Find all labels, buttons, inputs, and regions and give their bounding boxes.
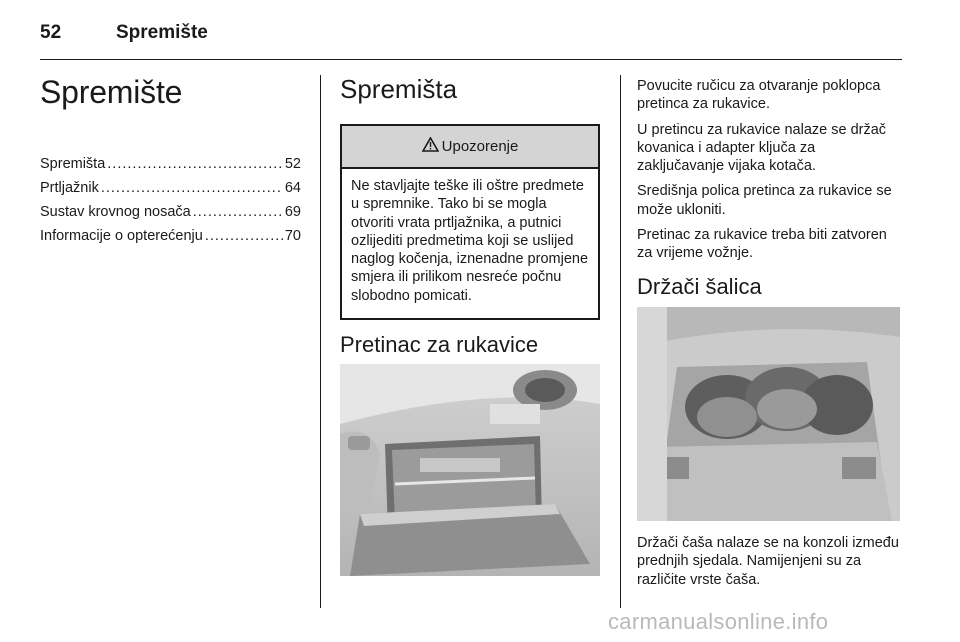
header-rule [40,59,902,60]
warning-title: Upozorenje [441,138,519,155]
column-divider-2 [620,75,621,608]
warning-text: Ne stavljajte teške ili oštre predmete u spremnike. Tako bi se mogla otvoriti vrata prtljažnika, a putnici ozlijediti predmetima koji se uslijed naglog kočenja, iznenadne promjene smjera ili prilikom nesreće počnu slobodno pomicati. [351,178,589,304]
table-of-contents [40,152,301,248]
toc-entry[interactable] [40,152,301,176]
toc-entry-page: 64 [284,180,301,196]
page-number: 52 [40,22,62,43]
column-divider-1 [320,75,321,608]
toc-leader [101,176,283,200]
toc-entry-page: 70 [284,228,301,244]
cupholder-description: Držači čaša nalaze se na konzoli između prednjih sjedala. Namijenjeni su za različite vrste čaša. [637,535,899,588]
paragraph: Povucite ručicu za otvaranje poklopca pretinca za rukavice. [637,78,881,113]
watermark: carmanualsonline.info [608,609,829,634]
toc-entry-page: 69 [284,204,301,220]
toc-entry-label: Spremišta [40,156,106,172]
running-header-title: Spremište [116,22,208,43]
paragraph: Središnja polica pretinca za rukavice se može ukloniti. [637,183,892,218]
toc-leader [205,224,283,248]
glovebox-illustration [340,364,600,576]
warning-header [342,126,598,169]
cupholder-illustration [637,307,900,521]
toc-entry-label: Prtljažnik [40,180,99,196]
toc-leader [193,200,283,224]
glovebox-heading: Pretinac za rukavice [340,332,539,357]
toc-entry-label: Informacije o opterećenju [40,228,203,244]
warning-triangle-icon [422,137,442,156]
toc-leader [107,152,283,176]
cupholder-heading: Držači šalica [637,274,762,299]
glovebox-description [637,77,905,270]
toc-entry-page: 52 [284,156,301,172]
toc-entry[interactable] [40,200,301,224]
paragraph: U pretincu za rukavice nalaze se držač kovanica i adapter ključa za zaključavanje vijaka kotača. [637,121,887,175]
toc-entry[interactable] [40,224,301,248]
toc-entry-label: Sustav krovnog nosača [40,204,191,220]
toc-entry[interactable] [40,176,301,200]
section-title: Spremišta [340,74,458,104]
chapter-title: Spremište [40,74,183,110]
warning-box [340,124,600,320]
paragraph: Pretinac za rukavice treba biti zatvoren za vrijeme vožnje. [637,227,887,262]
